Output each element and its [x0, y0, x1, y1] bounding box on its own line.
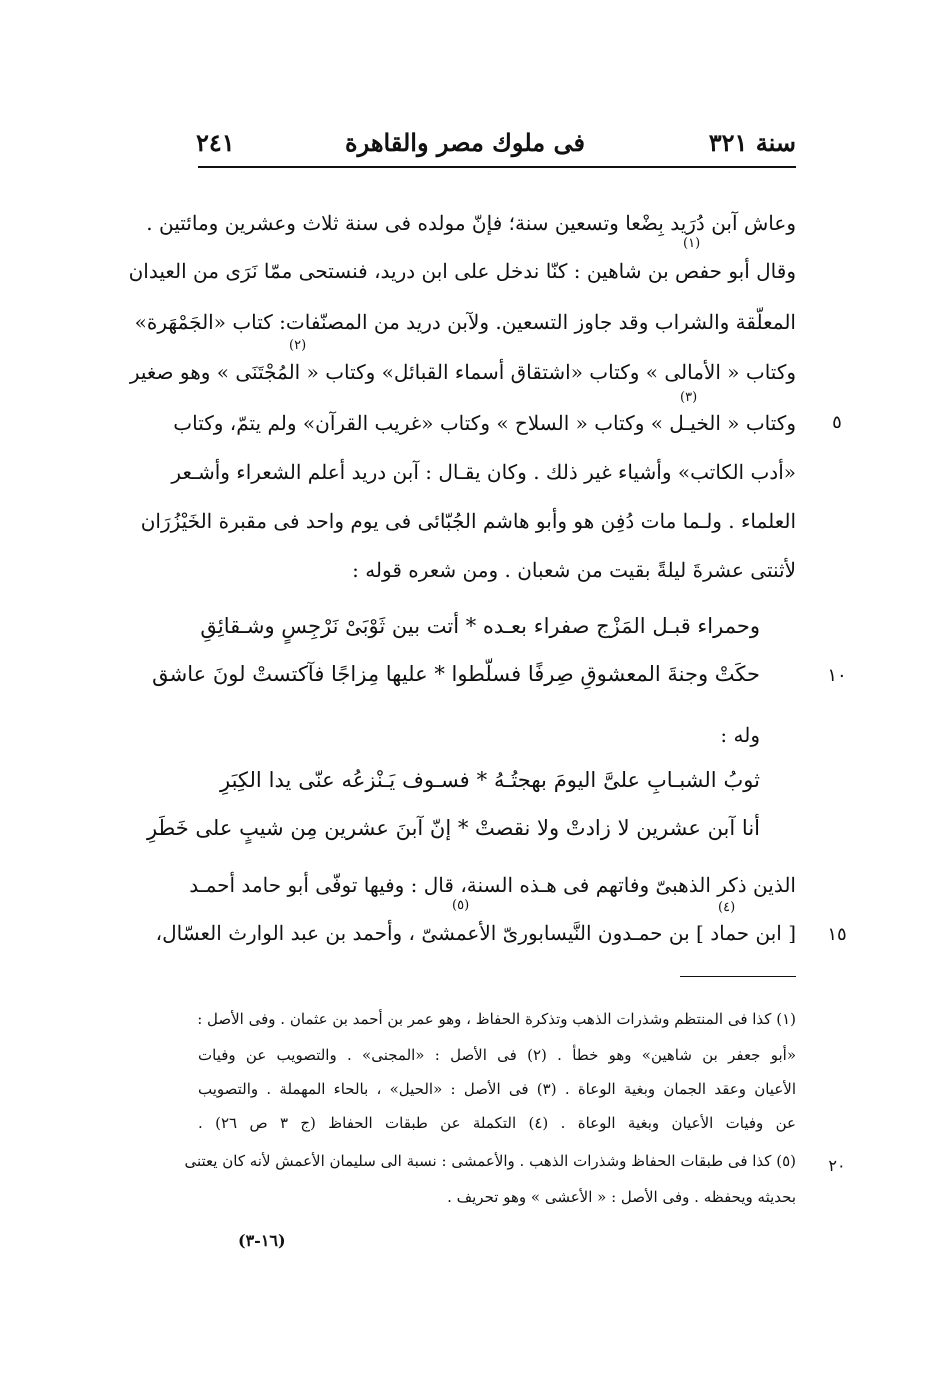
- footnote-line-2: «أبو جعفر بن شاهين» وهو خطأ . (٢) فى الأصل : «المجنى» . والتصويب عن وفيات: [198, 1046, 796, 1064]
- footnote-line-4: عن وفيات الأعيان وبغية الوعاة . (٤) التكملة عن طبقات الحفاظ (ج ٣ ص ٢٦) .: [198, 1114, 797, 1132]
- body-line-2: وقال أبو حفص بن شاهين : كنّا ندخل على ابن دريد، فنستحى ممّا نَرَى من العيدان: [128, 259, 796, 283]
- body2-line-2: [ ابن حماد ] بن حمـدون النَّيسابورىّ الأعمشىّ ، وأحمد بن عبد الوارث العسّال،: [155, 921, 796, 945]
- printer-signature: (١٦-٣): [238, 1231, 286, 1250]
- superscript-5: (٥): [452, 898, 470, 913]
- footnote-line-3: الأعيان وعقد الجمان وبغية الوعاة . (٣) فى الأصل : «الحيل» ، بالحاء المهملة . والتصويب: [198, 1080, 797, 1098]
- margin-number-10: ١٠: [827, 665, 847, 686]
- footnote-rule: [680, 976, 796, 977]
- superscript-4: (٤): [718, 900, 736, 915]
- header-title: فى ملوك مصر والقاهرة: [345, 128, 585, 157]
- header-rule: [198, 166, 796, 168]
- body2-line-1: الذين ذكر الذهبىّ وفاتهم فى هـذه السنة، قال : وفيها توفّى أبو حامد أحمـد: [189, 873, 796, 897]
- poem1-verse-1: وحمراء قبـل المَزْج صفراء بعـده * أتت بين ثَوْبَىْ نَرْجِسٍ وشـقائِقِ: [200, 614, 760, 638]
- superscript-2: (٢): [289, 338, 307, 353]
- margin-number-20: ٢٠: [828, 1156, 846, 1175]
- body-line-3: المعلّقة والشراب وقد جاوز التسعين. ولآبن دريد من المصنّفات: كتاب «الجَمْهَرة»: [134, 310, 796, 334]
- body-line-6: «أدب الكاتب» وأشياء غير ذلك . وكان يقـال : آبن دريد أعلم الشعراء وأشـعر: [171, 460, 796, 484]
- footnote-line-5: (٥) كذا فى طبقات الحفاظ وشذرات الذهب . والأعمشى : نسبة الى سليمان الأعمش لأنه كان يعتنى: [184, 1152, 796, 1170]
- body-line-5: وكتاب « الخيـل » وكتاب « السلاح » وكتاب «غريب القرآن» ولم يتمّ، وكتاب: [173, 411, 796, 435]
- superscript-1: (١): [683, 236, 701, 251]
- superscript-3: (٣): [680, 390, 698, 405]
- poem1-verse-2: حكَتْ وجنةَ المعشوقِ صِرفًا فسلّطوا * عليها مِزاجًا فآكتستْ لونَ عاشق: [152, 662, 760, 686]
- poem2-verse-2: أنا آبن عشرين لا زادتْ ولا نقصتْ * إنّ آبنَ عشرين مِن شيبٍ على خَطَرِ: [146, 816, 760, 840]
- margin-number-5: ٥: [832, 412, 842, 433]
- footnote-line-6: بحديثه ويحفظه . وفى الأصل : « الأعشى » وهو تحريف .: [447, 1188, 796, 1206]
- body-line-8: لأثنتى عشرةَ ليلةً بقيت من شعبان . ومن شعره قوله :: [352, 558, 796, 582]
- header-page-number: ٢٤١: [196, 128, 235, 157]
- body-line-1: وعاش آبن دُرَيد بِضْعا وتسعين سنة؛ فإنّ مولده فى سنة ثلاث وعشرين ومائتين .: [146, 211, 796, 235]
- body-line-4: وكتاب « الأمالى » وكتاب «اشتقاق أسماء القبائل» وكتاب « المُجْتَنَى » وهو صغير: [129, 360, 796, 384]
- footnote-line-1: (١) كذا فى المنتظم وشذرات الذهب وتذكرة الحفاظ ، وهو عمر بن أحمد بن عثمان . وفى الأصل :: [197, 1010, 796, 1028]
- poem2-verse-1: ثوبُ الشبـابِ علىَّ اليومَ بهجتُـهُ * فسـوف يَـنْزعُه عنّى يدا الكِبَرِ: [220, 768, 760, 792]
- body-line-7: العلماء . ولـما مات دُفِن هو وأبو هاشم الجُبّائى فى يوم واحد فى مقبرة الخَيْزُرَان: [140, 509, 796, 533]
- margin-number-15: ١٥: [827, 924, 847, 945]
- header-year: سنة ٣٢١: [708, 128, 796, 157]
- poem2-lead: وله :: [720, 723, 760, 747]
